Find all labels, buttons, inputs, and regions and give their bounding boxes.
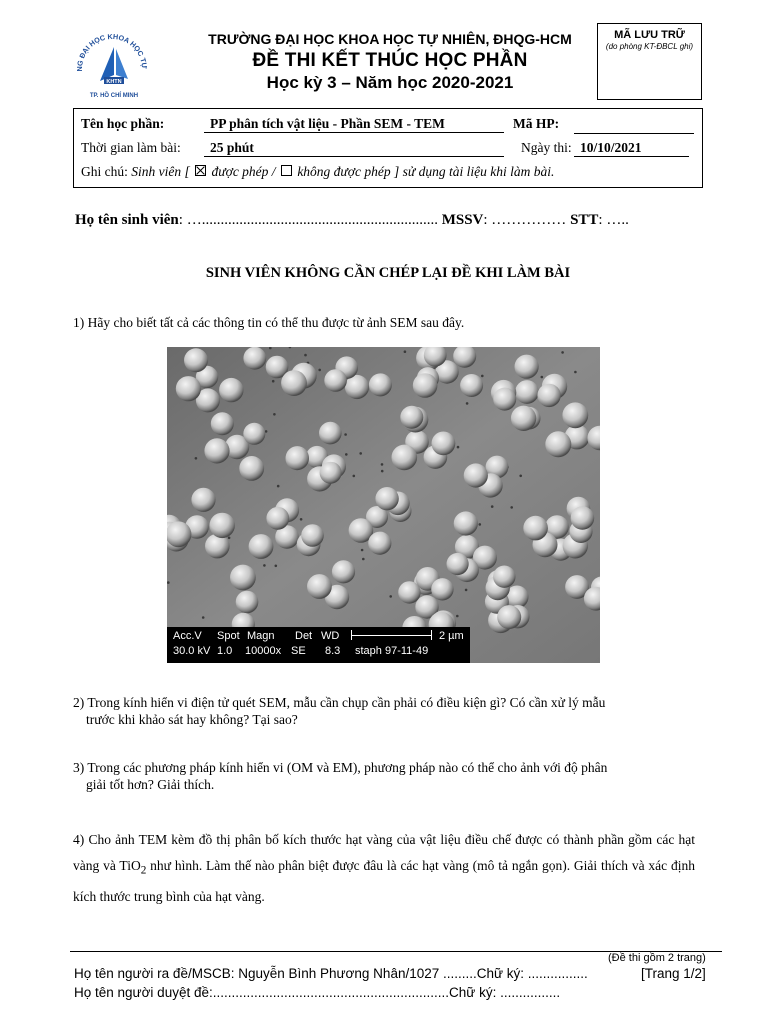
instruction-heading: SINH VIÊN KHÔNG CẦN CHÉP LẠI ĐỀ KHI LÀM BÀI — [205, 265, 571, 281]
question-2-line-2: trước khi khảo sát hay không? Tại sao? — [86, 712, 298, 727]
spot-value: 1.0 — [217, 645, 233, 657]
question-4-part-1: 4) Cho ảnh TEM kèm đồ thị phân bố kích thước hạt vàng của vật liệu điều chế được có thành phần gồm các hạt vàng và TiO — [73, 832, 695, 873]
surface-pore — [304, 354, 307, 357]
bacterium-cell — [324, 369, 347, 392]
duration-row — [81, 140, 695, 162]
bacterium-cell — [243, 423, 265, 445]
acc-label: Acc.V — [173, 630, 202, 642]
sample-id: staph 97-11-49 — [355, 645, 429, 657]
bacterium-cell — [413, 373, 438, 398]
bacterium-cell — [460, 374, 483, 397]
student-id-label: MSSV — [441, 212, 484, 228]
surface-pore — [195, 457, 198, 460]
bacterium-cell — [392, 445, 418, 471]
student-name-dots: : …............................................................... — [178, 212, 438, 228]
bacterium-cell — [219, 378, 243, 402]
scale-tick-left — [351, 630, 352, 640]
author-line: Họ tên người ra đề/MSCB: Nguyễn Bình Phương Nhân/1027 .........Chữ ký: ................ — [74, 966, 588, 981]
magn-label: Magn — [247, 630, 275, 642]
surface-pore — [300, 518, 303, 521]
bacterium-cell — [537, 384, 560, 407]
bacterium-cell — [307, 574, 332, 599]
surface-pore — [273, 413, 276, 416]
bacterium-cell — [493, 566, 515, 588]
surface-pore — [228, 537, 231, 540]
surface-pore — [481, 375, 484, 378]
surface-pore — [263, 564, 266, 567]
student-name-label: Họ tên sinh viên — [75, 212, 179, 228]
surface-pore — [457, 446, 460, 449]
surface-pore — [353, 475, 356, 478]
surface-pore — [202, 616, 205, 619]
approver-line: Họ tên người duyệt đề:...............................................................Chữ ký: ................ — [74, 985, 561, 1000]
exam-date-label: Ngày thi: — [521, 140, 572, 155]
note-tail: ] sử dụng tài liệu khi làm bài. — [393, 164, 555, 179]
archive-code-box — [597, 23, 702, 100]
surface-pore — [456, 615, 459, 618]
unchecked-box-icon — [281, 165, 292, 176]
logo-badge: KHTN — [106, 79, 122, 85]
surface-pore — [404, 350, 407, 353]
bacterium-cell — [243, 347, 266, 370]
scale-bar — [351, 635, 431, 636]
surface-pore — [381, 463, 384, 466]
bacterium-cell — [210, 513, 235, 538]
question-1: 1) Hãy cho biết tất cả các thông tin có thể thu được từ ảnh SEM sau đây. — [73, 315, 465, 330]
surface-pore — [275, 565, 278, 568]
semester: Học kỳ 3 – Năm học 2020-2021 — [266, 73, 514, 92]
bacterium-cell — [545, 431, 571, 457]
surface-pore — [381, 470, 384, 473]
bacterium-cell — [236, 591, 259, 614]
course-row — [81, 116, 695, 138]
question-3 — [73, 759, 695, 793]
bacterium-cell — [562, 402, 588, 428]
surface-pore — [465, 589, 468, 592]
duration-value: 25 phút — [204, 140, 504, 157]
checked-box-icon — [195, 165, 206, 176]
bacterium-cell — [493, 388, 516, 411]
student-info-line — [75, 212, 705, 229]
bacterium-cell — [320, 462, 342, 484]
page-indicator: [Trang 1/2] — [641, 966, 706, 981]
bacterium-cell — [375, 487, 398, 510]
surface-pore — [519, 475, 522, 478]
det-label: Det — [295, 630, 313, 642]
bacterium-cell — [432, 432, 456, 456]
exam-date-value: 10/10/2021 — [574, 140, 689, 157]
question-4-subscript: 2 — [140, 864, 147, 877]
surface-pore — [491, 505, 494, 508]
note-label: Ghi chú: — [81, 164, 128, 179]
surface-pore — [561, 351, 564, 354]
archive-title: MÃ LƯU TRỮ — [614, 29, 685, 41]
course-label: Tên học phần: — [81, 116, 165, 131]
exam-title: ĐỀ THI KẾT THÚC HỌC PHẦN — [252, 50, 528, 71]
student-order-label: STT — [570, 212, 599, 228]
duration-label: Thời gian làm bài: — [81, 140, 181, 155]
surface-pore — [272, 380, 275, 383]
question-4 — [73, 827, 695, 910]
question-3-line-2: giải tốt hơn? Giải thích. — [86, 777, 215, 792]
course-code-label: Mã HP: — [513, 116, 560, 131]
logo-ring-text: NG ĐẠI HỌC KHOA HỌC TỰ — [74, 31, 150, 72]
spot-label: Spot — [217, 630, 240, 642]
bacterium-cell — [191, 488, 215, 512]
surface-pore — [466, 402, 469, 405]
logo-city: TP. HỒ CHÍ MINH — [89, 93, 139, 99]
bacterium-cell — [447, 553, 469, 575]
surface-pore — [389, 595, 392, 598]
surface-pore — [574, 371, 577, 374]
bacterium-cell — [332, 560, 355, 583]
course-code-field — [574, 116, 694, 134]
bacterium-cell — [230, 565, 256, 591]
course-info-box — [73, 108, 703, 188]
bacterium-cell — [454, 511, 478, 535]
surface-pore — [277, 485, 280, 488]
bacterium-cell — [301, 524, 324, 547]
surface-pore — [359, 452, 362, 455]
magn-value: 10000x — [245, 645, 282, 657]
note-not-allowed: không được phép — [297, 164, 391, 179]
surface-pore — [318, 369, 321, 372]
note-row — [81, 164, 695, 186]
scale-label: 2 µm — [439, 630, 464, 642]
surface-pore — [167, 581, 170, 584]
bacterium-cell — [176, 376, 201, 401]
bacterium-cell — [515, 355, 539, 379]
student-order-dots: : ….. — [598, 212, 629, 228]
course-value: PP phân tích vật liệu - Phần SEM - TEM — [204, 116, 504, 133]
student-id-dots: : …………… — [483, 212, 567, 228]
surface-pore — [479, 523, 482, 526]
note-student: Sinh viên [ — [131, 164, 190, 179]
bacterium-cell — [266, 507, 289, 530]
pages-note: (Đề thi gồm 2 trang) — [608, 952, 706, 964]
school-name: TRƯỜNG ĐẠI HỌC KHOA HỌC TỰ NHIÊN, ĐHQG-HCM — [208, 31, 572, 47]
surface-pore — [361, 549, 364, 552]
bacterium-cell — [184, 348, 208, 372]
surface-pore — [345, 453, 348, 456]
surface-pore — [362, 558, 365, 561]
bacterium-cell — [497, 605, 521, 629]
bacterium-cell — [464, 463, 488, 487]
archive-note: (do phòng KT-ĐBCL ghi) — [605, 42, 694, 51]
bacterium-cell — [511, 406, 536, 431]
bacterium-cell — [368, 532, 391, 555]
bacterium-cell — [211, 412, 234, 435]
question-4-part-2: như hình. Làm thế nào phân biệt được đâu là các hạt vàng (mô tả ngắn gọn). Giải thích và xác định kích thước trung bình của hạt vàng. — [73, 858, 695, 904]
bacterium-cell — [286, 447, 309, 470]
bacterium-cell — [281, 370, 307, 396]
question-3-line-1: 3) Trong các phương pháp kính hiển vi (OM và EM), phương pháp nào có thể cho ảnh với độ phân — [73, 760, 608, 775]
surface-pore — [344, 433, 347, 436]
bacterium-cell — [319, 422, 342, 445]
bacterium-cell — [400, 406, 423, 429]
bacterium-cell — [515, 380, 539, 404]
scale-tick-right — [431, 630, 432, 640]
bacterium-cell — [204, 438, 229, 463]
bacterium-cell — [523, 516, 548, 541]
question-2-line-1: 2) Trong kính hiển vi điện tử quét SEM, mẫu cần chụp cần phải có điều kiện gì? Có cần xử lý mẫu — [73, 695, 606, 710]
sem-micrograph — [167, 347, 600, 663]
surface-pore — [541, 376, 544, 379]
wd-label: WD — [321, 630, 340, 642]
bacterium-cell — [431, 578, 453, 600]
sem-data-bar — [167, 627, 470, 663]
wd-value: 8.3 — [325, 645, 341, 657]
det-value: SE — [291, 645, 306, 657]
note-allowed: được phép / — [211, 164, 276, 179]
question-2 — [73, 694, 695, 728]
bacterium-cell — [571, 506, 595, 530]
surface-pore — [510, 506, 513, 509]
bacterium-cell — [369, 373, 392, 396]
bacterium-cell — [249, 534, 274, 559]
bacterium-cell — [239, 456, 264, 481]
university-logo — [70, 25, 154, 109]
acc-value: 30.0 kV — [173, 645, 211, 657]
